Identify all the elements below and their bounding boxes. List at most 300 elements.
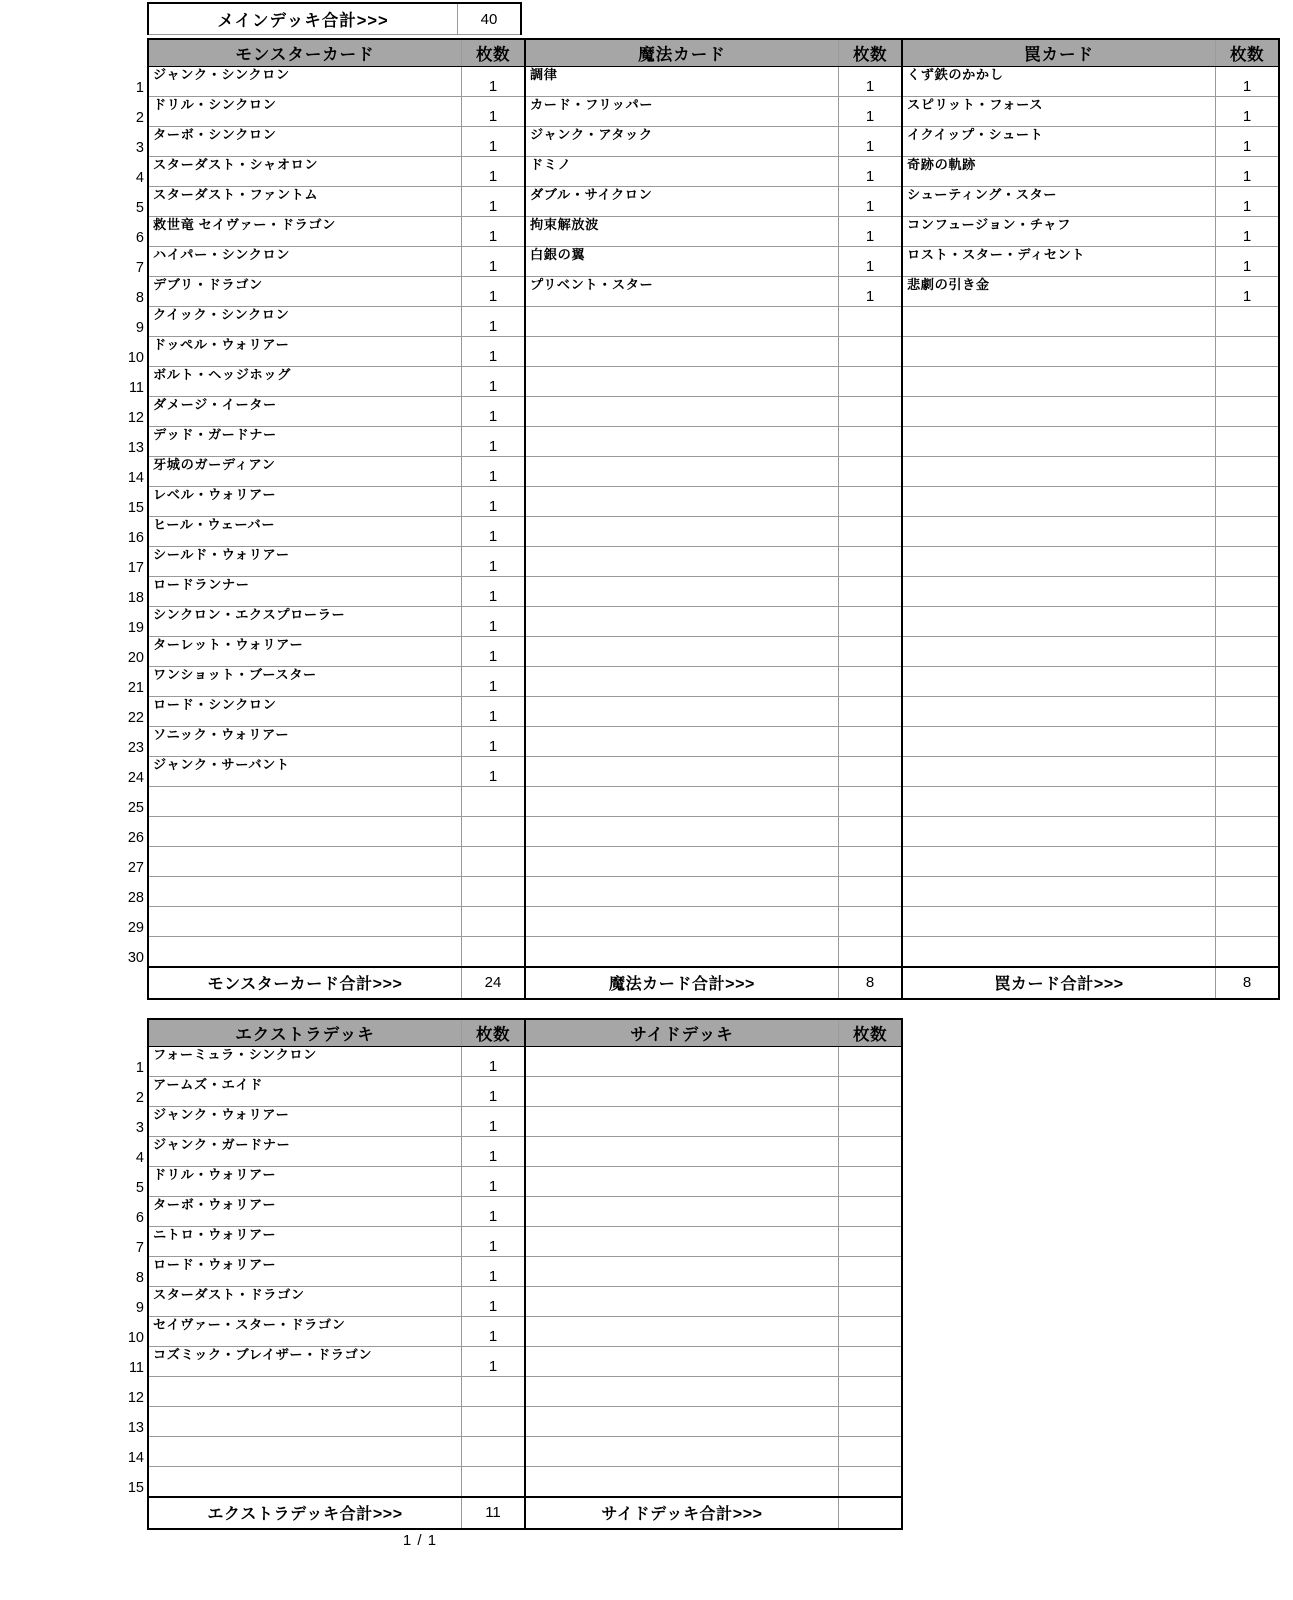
card-name-cell: ジャンク・サーバント	[148, 757, 462, 787]
table-row	[148, 397, 1279, 427]
table-row	[148, 187, 1279, 217]
card-qty-cell: 1	[462, 217, 526, 247]
row-number: 11	[128, 1360, 144, 1376]
card-qty-cell	[839, 1377, 903, 1407]
card-qty-cell	[1216, 757, 1280, 787]
card-name-cell: ターボ・シンクロン	[148, 127, 462, 157]
card-name-cell: 救世竜 セイヴァー・ドラゴン	[148, 217, 462, 247]
row-number: 4	[135, 1150, 144, 1166]
card-qty-cell	[839, 337, 903, 367]
header-trap-qty: 枚数	[1216, 39, 1280, 67]
card-name-cell	[525, 457, 839, 487]
table-row	[148, 1317, 902, 1347]
footer-extra-label: エクストラデッキ合計>>>	[148, 1497, 462, 1529]
card-name-cell: スターダスト・シャオロン	[148, 157, 462, 187]
card-qty-cell	[1216, 607, 1280, 637]
table-row	[148, 307, 1279, 337]
row-number: 2	[135, 1090, 144, 1106]
table-row	[148, 1467, 902, 1497]
table-row	[148, 1197, 902, 1227]
card-qty-cell	[839, 1137, 903, 1167]
card-name-cell: 白銀の翼	[525, 247, 839, 277]
footer-trap-label: 罠カード合計>>>	[902, 967, 1216, 999]
card-qty-cell	[462, 937, 526, 967]
card-name-cell	[148, 787, 462, 817]
card-name-cell	[902, 697, 1216, 727]
row-number: 10	[127, 1330, 144, 1346]
card-name-cell	[902, 907, 1216, 937]
card-name-cell: 奇跡の軌跡	[902, 157, 1216, 187]
table-row	[148, 1167, 902, 1197]
table-row	[148, 817, 1279, 847]
card-qty-cell	[1216, 937, 1280, 967]
card-name-cell	[902, 427, 1216, 457]
card-name-cell	[525, 487, 839, 517]
card-name-cell: ドミノ	[525, 157, 839, 187]
card-qty-cell: 1	[462, 1347, 526, 1377]
table-row	[148, 1227, 902, 1257]
card-qty-cell: 1	[1216, 67, 1280, 97]
table-row	[148, 667, 1279, 697]
card-name-cell: フォーミュラ・シンクロン	[148, 1047, 462, 1077]
card-name-cell: ソニック・ウォリアー	[148, 727, 462, 757]
row-number: 14	[127, 1450, 144, 1466]
card-name-cell: ロード・ウォリアー	[148, 1257, 462, 1287]
card-qty-cell: 1	[462, 487, 526, 517]
card-qty-cell	[1216, 637, 1280, 667]
card-name-cell	[525, 757, 839, 787]
header-trap-card: 罠カード	[902, 39, 1216, 67]
card-name-cell	[525, 1437, 839, 1467]
card-name-cell	[525, 1377, 839, 1407]
row-number: 8	[135, 290, 144, 306]
card-qty-cell	[1216, 817, 1280, 847]
row-number: 28	[127, 890, 144, 906]
row-number: 29	[127, 920, 144, 936]
card-qty-cell: 1	[839, 67, 903, 97]
table-row	[148, 1257, 902, 1287]
card-name-cell	[148, 877, 462, 907]
card-qty-cell	[839, 877, 903, 907]
card-qty-cell	[1216, 877, 1280, 907]
main-deck-section	[147, 38, 1280, 1000]
card-name-cell	[525, 847, 839, 877]
card-name-cell: 調律	[525, 67, 839, 97]
card-qty-cell: 1	[839, 247, 903, 277]
card-qty-cell: 1	[1216, 277, 1280, 307]
card-name-cell: シューティング・スター	[902, 187, 1216, 217]
card-qty-cell	[839, 577, 903, 607]
card-qty-cell	[1216, 727, 1280, 757]
card-qty-cell: 1	[462, 1167, 526, 1197]
row-number: 24	[127, 770, 144, 786]
card-qty-cell	[839, 787, 903, 817]
secondary-decks-header	[148, 1019, 902, 1047]
card-name-cell: デブリ・ドラゴン	[148, 277, 462, 307]
card-name-cell	[902, 637, 1216, 667]
secondary-decks-body	[148, 1047, 902, 1497]
card-name-cell: セイヴァー・スター・ドラゴン	[148, 1317, 462, 1347]
card-qty-cell: 1	[462, 1257, 526, 1287]
main-deck-total-row	[148, 3, 521, 35]
card-qty-cell: 1	[462, 697, 526, 727]
card-name-cell: スピリット・フォース	[902, 97, 1216, 127]
row-number: 15	[127, 500, 144, 516]
card-name-cell	[525, 1287, 839, 1317]
card-qty-cell: 1	[462, 187, 526, 217]
main-deck-body	[148, 67, 1279, 967]
card-name-cell: ボルト・ヘッジホッグ	[148, 367, 462, 397]
card-qty-cell: 1	[462, 607, 526, 637]
row-number: 1	[135, 1060, 144, 1076]
card-name-cell: ジャンク・ウォリアー	[148, 1107, 462, 1137]
row-number: 19	[127, 620, 144, 636]
footer-side-value	[839, 1497, 903, 1529]
card-name-cell: ダブル・サイクロン	[525, 187, 839, 217]
card-qty-cell	[839, 1197, 903, 1227]
card-name-cell: ニトロ・ウォリアー	[148, 1227, 462, 1257]
row-number: 3	[135, 1120, 144, 1136]
header-spell-qty: 枚数	[839, 39, 903, 67]
table-row	[148, 427, 1279, 457]
main-deck-total-strip	[147, 2, 522, 35]
card-qty-cell	[839, 847, 903, 877]
table-row	[148, 1077, 902, 1107]
card-name-cell	[525, 727, 839, 757]
card-qty-cell: 1	[462, 247, 526, 277]
main-deck-total-table	[147, 2, 522, 35]
card-name-cell: カード・フリッパー	[525, 97, 839, 127]
row-number: 5	[135, 200, 144, 216]
table-row	[148, 67, 1279, 97]
card-qty-cell	[839, 727, 903, 757]
row-number: 27	[127, 860, 144, 876]
card-qty-cell: 1	[462, 367, 526, 397]
card-qty-cell: 1	[462, 1137, 526, 1167]
main-deck-total-value: 40	[458, 3, 522, 35]
card-qty-cell	[839, 1467, 903, 1497]
table-row	[148, 157, 1279, 187]
card-qty-cell: 1	[839, 127, 903, 157]
card-qty-cell	[839, 1317, 903, 1347]
row-number: 23	[127, 740, 144, 756]
card-name-cell	[902, 757, 1216, 787]
card-qty-cell: 1	[462, 127, 526, 157]
card-name-cell	[148, 1437, 462, 1467]
card-name-cell	[902, 727, 1216, 757]
card-name-cell	[525, 337, 839, 367]
row-number: 9	[135, 1300, 144, 1316]
card-qty-cell	[839, 547, 903, 577]
table-row	[148, 97, 1279, 127]
main-deck-footer	[148, 967, 1279, 999]
header-extra-deck: エクストラデッキ	[148, 1019, 462, 1047]
card-name-cell	[525, 817, 839, 847]
card-name-cell	[525, 1047, 839, 1077]
table-row	[148, 277, 1279, 307]
table-row	[148, 727, 1279, 757]
card-qty-cell	[1216, 847, 1280, 877]
card-name-cell	[525, 1137, 839, 1167]
card-qty-cell	[1216, 337, 1280, 367]
card-qty-cell	[839, 637, 903, 667]
card-name-cell	[902, 667, 1216, 697]
row-number: 4	[135, 170, 144, 186]
card-name-cell: ヒール・ウェーバー	[148, 517, 462, 547]
card-name-cell	[902, 307, 1216, 337]
main-deck-table	[147, 38, 1280, 1000]
card-qty-cell	[839, 427, 903, 457]
card-name-cell	[525, 427, 839, 457]
table-row	[148, 577, 1279, 607]
card-name-cell	[148, 1467, 462, 1497]
card-qty-cell: 1	[462, 727, 526, 757]
card-name-cell	[148, 907, 462, 937]
card-qty-cell: 1	[1216, 187, 1280, 217]
card-qty-cell: 1	[462, 1317, 526, 1347]
footer-trap-value: 8	[1216, 967, 1280, 999]
header-monster-card: モンスターカード	[148, 39, 462, 67]
main-deck-footer-row	[148, 967, 1279, 999]
card-name-cell	[525, 367, 839, 397]
card-qty-cell	[839, 757, 903, 787]
header-side-qty: 枚数	[839, 1019, 903, 1047]
card-qty-cell	[839, 1107, 903, 1137]
card-qty-cell: 1	[462, 427, 526, 457]
card-name-cell	[902, 877, 1216, 907]
table-row	[148, 247, 1279, 277]
row-number: 7	[135, 1240, 144, 1256]
table-row	[148, 1107, 902, 1137]
card-qty-cell	[839, 367, 903, 397]
card-name-cell: イクイップ・シュート	[902, 127, 1216, 157]
main-deck-total-label: メインデッキ合計>>>	[148, 3, 458, 35]
card-name-cell: ロードランナー	[148, 577, 462, 607]
card-qty-cell: 1	[462, 1287, 526, 1317]
card-name-cell: コンフュージョン・チャフ	[902, 217, 1216, 247]
card-name-cell: ドッペル・ウォリアー	[148, 337, 462, 367]
card-qty-cell	[462, 877, 526, 907]
secondary-decks-header-row	[148, 1019, 902, 1047]
card-name-cell: アームズ・エイド	[148, 1077, 462, 1107]
card-name-cell: プリベント・スター	[525, 277, 839, 307]
table-row	[148, 127, 1279, 157]
row-number: 20	[127, 650, 144, 666]
row-number: 26	[127, 830, 144, 846]
card-name-cell	[525, 787, 839, 817]
card-name-cell: レベル・ウォリアー	[148, 487, 462, 517]
card-name-cell: スターダスト・ファントム	[148, 187, 462, 217]
card-qty-cell	[462, 1467, 526, 1497]
table-row	[148, 1347, 902, 1377]
table-row	[148, 1137, 902, 1167]
card-name-cell	[902, 547, 1216, 577]
row-number: 14	[127, 470, 144, 486]
card-qty-cell	[839, 1347, 903, 1377]
card-qty-cell: 1	[462, 397, 526, 427]
card-name-cell	[525, 1197, 839, 1227]
card-qty-cell: 1	[462, 577, 526, 607]
header-spell-card: 魔法カード	[525, 39, 839, 67]
card-qty-cell	[839, 1227, 903, 1257]
card-qty-cell	[1216, 787, 1280, 817]
row-number: 25	[127, 800, 144, 816]
row-number: 8	[135, 1270, 144, 1286]
header-monster-qty: 枚数	[462, 39, 526, 67]
card-name-cell	[148, 847, 462, 877]
card-qty-cell: 1	[839, 157, 903, 187]
card-qty-cell	[462, 1407, 526, 1437]
row-number: 6	[135, 230, 144, 246]
card-name-cell	[525, 577, 839, 607]
card-name-cell	[525, 697, 839, 727]
table-row	[148, 487, 1279, 517]
card-qty-cell: 1	[1216, 247, 1280, 277]
card-name-cell: 悲劇の引き金	[902, 277, 1216, 307]
card-name-cell	[525, 547, 839, 577]
card-qty-cell	[462, 1437, 526, 1467]
card-name-cell	[525, 667, 839, 697]
card-qty-cell: 1	[1216, 97, 1280, 127]
card-name-cell	[148, 1377, 462, 1407]
card-qty-cell	[462, 817, 526, 847]
row-number: 13	[127, 440, 144, 456]
card-qty-cell: 1	[462, 1047, 526, 1077]
card-qty-cell: 1	[462, 667, 526, 697]
card-name-cell	[902, 367, 1216, 397]
card-qty-cell	[1216, 487, 1280, 517]
secondary-decks-footer-row	[148, 1497, 902, 1529]
card-qty-cell: 1	[839, 187, 903, 217]
table-row	[148, 877, 1279, 907]
card-name-cell: ドリル・シンクロン	[148, 97, 462, 127]
card-name-cell: ロード・シンクロン	[148, 697, 462, 727]
card-qty-cell	[1216, 577, 1280, 607]
card-name-cell	[902, 577, 1216, 607]
table-row	[148, 787, 1279, 817]
row-number: 12	[127, 410, 144, 426]
card-name-cell	[902, 787, 1216, 817]
card-qty-cell	[1216, 427, 1280, 457]
card-name-cell	[148, 937, 462, 967]
card-name-cell: コズミック・ブレイザー・ドラゴン	[148, 1347, 462, 1377]
table-row	[148, 517, 1279, 547]
card-name-cell	[525, 397, 839, 427]
card-name-cell	[902, 937, 1216, 967]
table-row	[148, 217, 1279, 247]
card-qty-cell	[839, 607, 903, 637]
table-row	[148, 337, 1279, 367]
table-row	[148, 757, 1279, 787]
card-qty-cell	[839, 1257, 903, 1287]
card-qty-cell	[839, 907, 903, 937]
card-qty-cell	[839, 487, 903, 517]
row-number: 9	[135, 320, 144, 336]
table-row	[148, 1287, 902, 1317]
header-extra-qty: 枚数	[462, 1019, 526, 1047]
row-number: 12	[127, 1390, 144, 1406]
card-qty-cell	[839, 517, 903, 547]
card-name-cell: クイック・シンクロン	[148, 307, 462, 337]
secondary-decks-section	[147, 1018, 903, 1530]
page-indicator: 1 / 1	[402, 1532, 438, 1549]
card-qty-cell	[1216, 367, 1280, 397]
card-name-cell	[902, 397, 1216, 427]
row-number: 11	[128, 380, 144, 396]
table-row	[148, 907, 1279, 937]
card-qty-cell: 1	[839, 97, 903, 127]
card-qty-cell: 1	[462, 1197, 526, 1227]
card-name-cell: シンクロン・エクスプローラー	[148, 607, 462, 637]
card-qty-cell	[1216, 307, 1280, 337]
card-qty-cell: 1	[462, 547, 526, 577]
card-name-cell: くず鉄のかかし	[902, 67, 1216, 97]
extra-side-deck-table	[147, 1018, 903, 1530]
footer-spell-value: 8	[839, 967, 903, 999]
table-row	[148, 607, 1279, 637]
card-qty-cell: 1	[1216, 217, 1280, 247]
card-qty-cell: 1	[462, 337, 526, 367]
card-qty-cell	[462, 847, 526, 877]
table-row	[148, 1377, 902, 1407]
card-name-cell	[525, 1077, 839, 1107]
card-name-cell	[148, 817, 462, 847]
card-qty-cell: 1	[462, 97, 526, 127]
card-qty-cell: 1	[462, 277, 526, 307]
card-qty-cell	[839, 1407, 903, 1437]
table-row	[148, 457, 1279, 487]
card-name-cell	[902, 847, 1216, 877]
table-row	[148, 847, 1279, 877]
row-number: 10	[127, 350, 144, 366]
card-qty-cell: 1	[839, 277, 903, 307]
main-deck-row-number-gutter	[117, 68, 147, 968]
card-name-cell	[525, 907, 839, 937]
card-name-cell	[902, 337, 1216, 367]
card-qty-cell	[839, 667, 903, 697]
row-number: 5	[135, 1180, 144, 1196]
card-name-cell	[525, 1347, 839, 1377]
table-row	[148, 937, 1279, 967]
card-qty-cell: 1	[462, 1077, 526, 1107]
card-qty-cell: 1	[462, 637, 526, 667]
card-name-cell	[525, 1167, 839, 1197]
card-qty-cell	[839, 817, 903, 847]
card-name-cell	[525, 1257, 839, 1287]
card-name-cell	[902, 487, 1216, 517]
card-qty-cell: 1	[462, 757, 526, 787]
table-row	[148, 1047, 902, 1077]
card-qty-cell	[1216, 547, 1280, 577]
row-number: 30	[127, 950, 144, 966]
table-row	[148, 697, 1279, 727]
card-name-cell	[902, 517, 1216, 547]
card-qty-cell: 1	[462, 1227, 526, 1257]
card-name-cell: シールド・ウォリアー	[148, 547, 462, 577]
footer-monster-label: モンスターカード合計>>>	[148, 967, 462, 999]
row-number: 18	[127, 590, 144, 606]
card-name-cell	[525, 877, 839, 907]
table-row	[148, 367, 1279, 397]
card-qty-cell	[1216, 457, 1280, 487]
main-deck-header-row	[148, 39, 1279, 67]
card-qty-cell	[839, 1167, 903, 1197]
card-qty-cell	[839, 697, 903, 727]
card-name-cell	[525, 937, 839, 967]
card-name-cell: ジャンク・シンクロン	[148, 67, 462, 97]
card-qty-cell	[839, 307, 903, 337]
card-qty-cell	[839, 1437, 903, 1467]
